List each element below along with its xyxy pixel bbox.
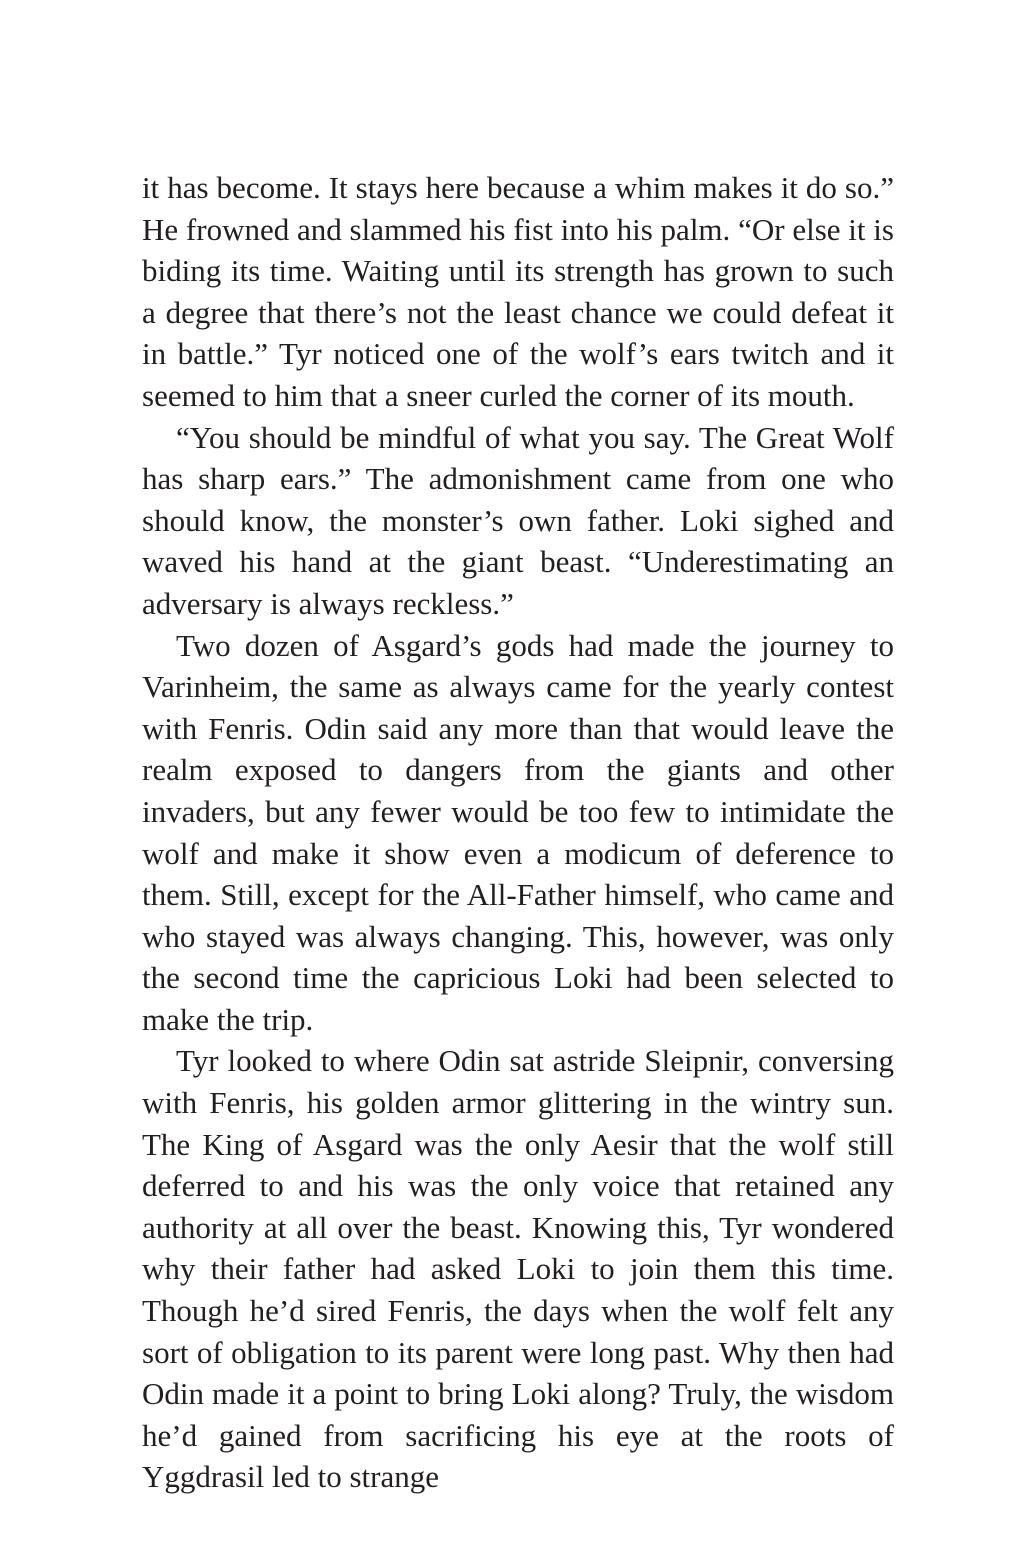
paragraph-1: it has become. It stays here because a whim makes it do so.” He frowned and slammed his fist into his palm. “Or else it is biding its time. Waiting until its strength has grown to such a degree that there’s not the least chance we could defeat it in battle.” Tyr noticed one of the wolf’s ears twitch and it seemed to him that a sneer curled the corner of its mouth. (142, 170, 894, 413)
paragraph-3: Two dozen of Asgard’s gods had made the journey to Varinheim, the same as always came for the yearly contest with Fenris. Odin said any more than that would leave the realm exposed to dangers from the giants and other invaders, but any fewer would be too few to intimidate the wolf and make it show even a modicum of deference to them. Still, except for the All-Father himself, who came and who stayed was always changing. This, however, was only the second time the capricious Loki had been selected to make the trip. (142, 627, 894, 1037)
paragraph-2: “You should be mindful of what you say. The Great Wolf has sharp ears.” The admonishment came from one who should know, the monster’s own father. Loki sighed and waved his hand at the giant beast. “Underestimating an adversary is always reckless.” (142, 419, 894, 621)
body-text (142, 167, 894, 1498)
paragraph-4: Tyr looked to where Odin sat astride Sleipnir, conversing with Fenris, his golden armor glittering in the wintry sun. The King of Asgard was the only Aesir that the wolf still deferred to and his was the only voice that retained any authority at all over the beast. Knowing this, Tyr wondered why their father had asked Loki to join them this time. Though he’d sired Fenris, the days when the wolf felt any sort of obligation to its parent were long past. Why then had Odin made it a point to bring Loki along? Truly, the wisdom he’d gained from sacrificing his eye at the roots of Yggdrasil led to strange (142, 1043, 894, 1495)
